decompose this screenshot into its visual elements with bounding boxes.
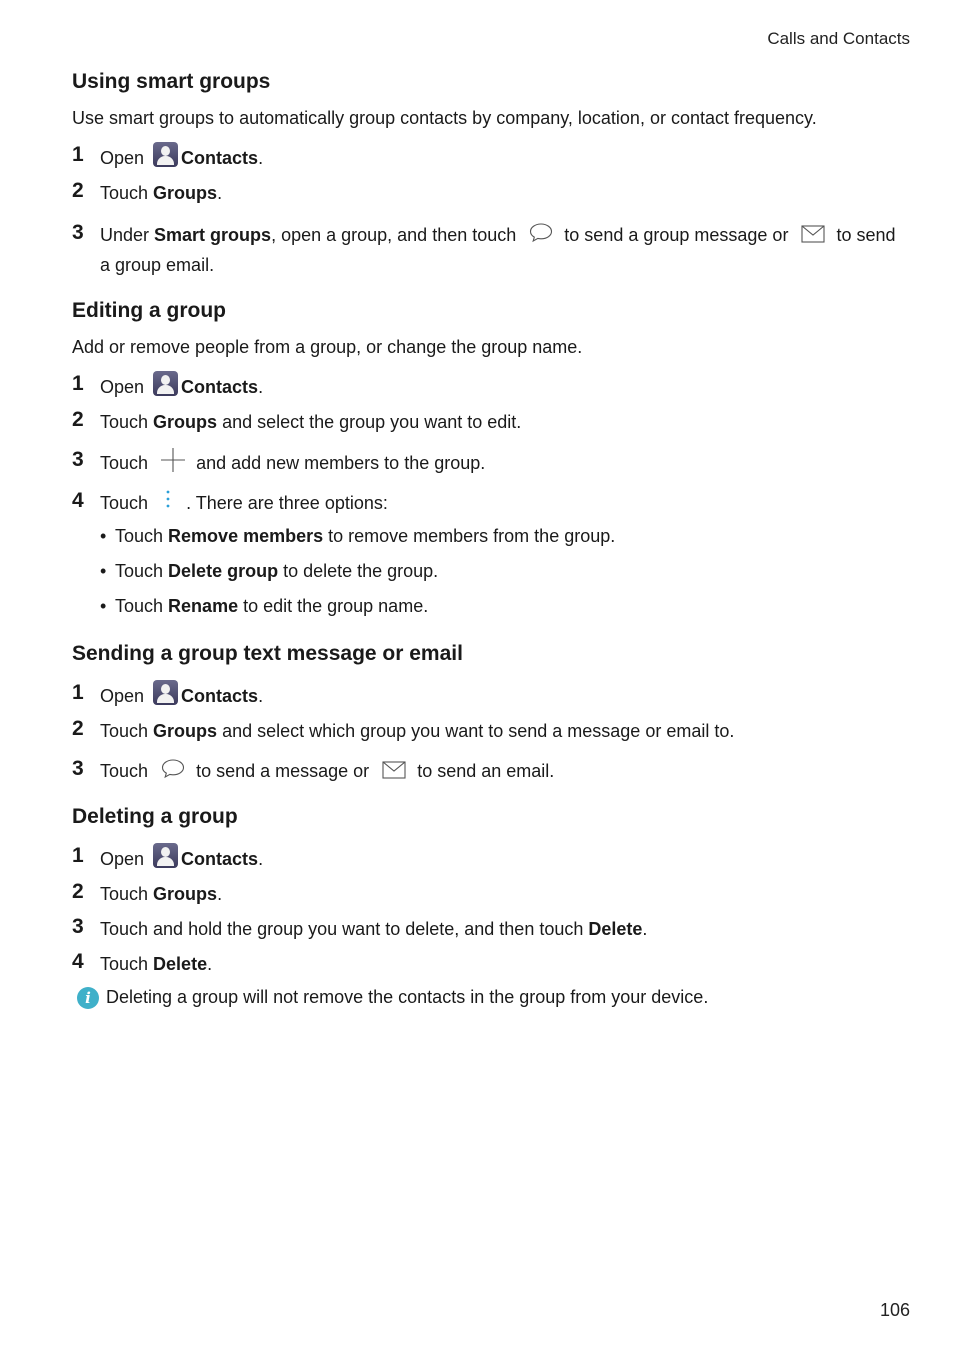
step-text: Under [100, 225, 155, 245]
step-number: 1 [72, 143, 84, 166]
step-1 [72, 680, 902, 711]
step-4 [72, 949, 902, 979]
bullet-icon: • [100, 561, 107, 581]
message-bubble-icon [160, 757, 186, 781]
info-icon: i [77, 987, 99, 1009]
step-3 [72, 756, 902, 786]
step-text: . [217, 884, 223, 904]
step-keyword: Contacts [181, 148, 259, 168]
step-keyword: Groups [153, 884, 218, 904]
step-text: . [217, 183, 223, 203]
step-text: to send a group message or [564, 225, 789, 245]
section-title-deleting-group: Deleting a group [72, 805, 238, 828]
contacts-app-icon [153, 843, 178, 868]
step-1 [72, 371, 902, 402]
step-text: to send a message or [196, 761, 370, 781]
step-number: 1 [72, 681, 84, 704]
step-text: Touch [100, 884, 154, 904]
step-keyword: Groups [153, 412, 218, 432]
step-3 [72, 447, 902, 478]
step-text: . There are three options: [186, 493, 388, 513]
bullet-text: Touch [115, 561, 169, 581]
bullet-text: to remove members from the group. [323, 526, 616, 546]
step-text: to send an email. [417, 761, 555, 781]
step-text: Touch [100, 453, 149, 473]
more-vertical-icon [160, 489, 176, 513]
bullet-keyword: Remove members [168, 526, 324, 546]
list-item [72, 523, 902, 549]
step-text: Touch [100, 761, 149, 781]
step-keyword: Smart groups [154, 225, 272, 245]
step-text: . [642, 919, 648, 939]
envelope-icon [800, 223, 826, 245]
step-number: 2 [72, 717, 84, 740]
step-text: , open a group, and then touch [271, 225, 517, 245]
step-text: and add new members to the group. [196, 453, 486, 473]
page-content [72, 68, 902, 1010]
step-keyword: Delete [588, 919, 643, 939]
step-text: Open [100, 148, 145, 168]
step-number: 1 [72, 372, 84, 395]
step-text: Open [100, 377, 145, 397]
step-text: Open [100, 849, 145, 869]
step-number: 4 [72, 489, 84, 512]
step-2 [72, 716, 902, 746]
step-number: 1 [72, 844, 84, 867]
step-keyword: Contacts [181, 849, 259, 869]
bullet-icon: • [100, 526, 107, 546]
info-note [72, 984, 902, 1010]
step-text: Touch [100, 412, 154, 432]
step-keyword: Delete [153, 954, 208, 974]
step-text: Touch [100, 954, 154, 974]
step-number: 4 [72, 950, 84, 973]
step-2 [72, 879, 902, 909]
step-3 [72, 914, 902, 944]
section-intro: Use smart groups to automatically group contacts by company, location, or contact frequency. [72, 108, 817, 128]
step-keyword: Groups [153, 721, 218, 741]
step-3 [72, 220, 902, 280]
step-number: 2 [72, 179, 84, 202]
contacts-app-icon [153, 680, 178, 705]
plus-icon [160, 447, 186, 473]
list-item [72, 593, 902, 619]
page-number: 106 [879, 1300, 910, 1320]
step-number: 3 [72, 757, 84, 780]
step-text: . [207, 954, 213, 974]
step-number: 2 [72, 408, 84, 431]
step-keyword: Contacts [181, 686, 259, 706]
step-number: 2 [72, 880, 84, 903]
step-text: . [258, 849, 264, 869]
message-bubble-icon [528, 221, 554, 245]
step-text: to send a group email. [100, 225, 896, 275]
step-text: and select which group you want to send a message or email to. [217, 721, 735, 741]
bullet-text: Touch [115, 596, 169, 616]
step-text: Touch and hold the group you want to delete, and then touch [100, 919, 589, 939]
step-text: Open [100, 686, 145, 706]
step-4 [72, 488, 902, 518]
bullet-text: Touch [115, 526, 169, 546]
step-text: Touch [100, 183, 154, 203]
step-text: Touch [100, 721, 154, 741]
contacts-app-icon [153, 142, 178, 167]
step-text: Touch [100, 493, 149, 513]
section-intro: Add or remove people from a group, or change the group name. [72, 337, 583, 357]
step-2 [72, 407, 902, 437]
section-title-sending-group-message: Sending a group text message or email [72, 642, 463, 665]
step-number: 3 [72, 221, 84, 244]
running-header: Calls and Contacts [767, 29, 910, 48]
bullet-keyword: Rename [168, 596, 239, 616]
step-text: . [258, 148, 264, 168]
note-text: Deleting a group will not remove the contacts in the group from your device. [106, 987, 709, 1007]
section-title-smart-groups: Using smart groups [72, 70, 271, 93]
step-number: 3 [72, 448, 84, 471]
bullet-text: to edit the group name. [238, 596, 429, 616]
step-1 [72, 843, 902, 874]
list-item [72, 558, 902, 584]
bullet-text: to delete the group. [278, 561, 439, 581]
bullet-keyword: Delete group [168, 561, 279, 581]
step-1 [72, 142, 902, 173]
section-title-editing-group: Editing a group [72, 299, 226, 322]
step-text: . [258, 377, 264, 397]
step-2 [72, 178, 902, 208]
step-keyword: Contacts [181, 377, 259, 397]
contacts-app-icon [153, 371, 178, 396]
step-text: . [258, 686, 264, 706]
bullet-icon: • [100, 596, 107, 616]
step-number: 3 [72, 915, 84, 938]
step-keyword: Groups [153, 183, 218, 203]
envelope-icon [381, 759, 407, 781]
step-text: and select the group you want to edit. [217, 412, 522, 432]
